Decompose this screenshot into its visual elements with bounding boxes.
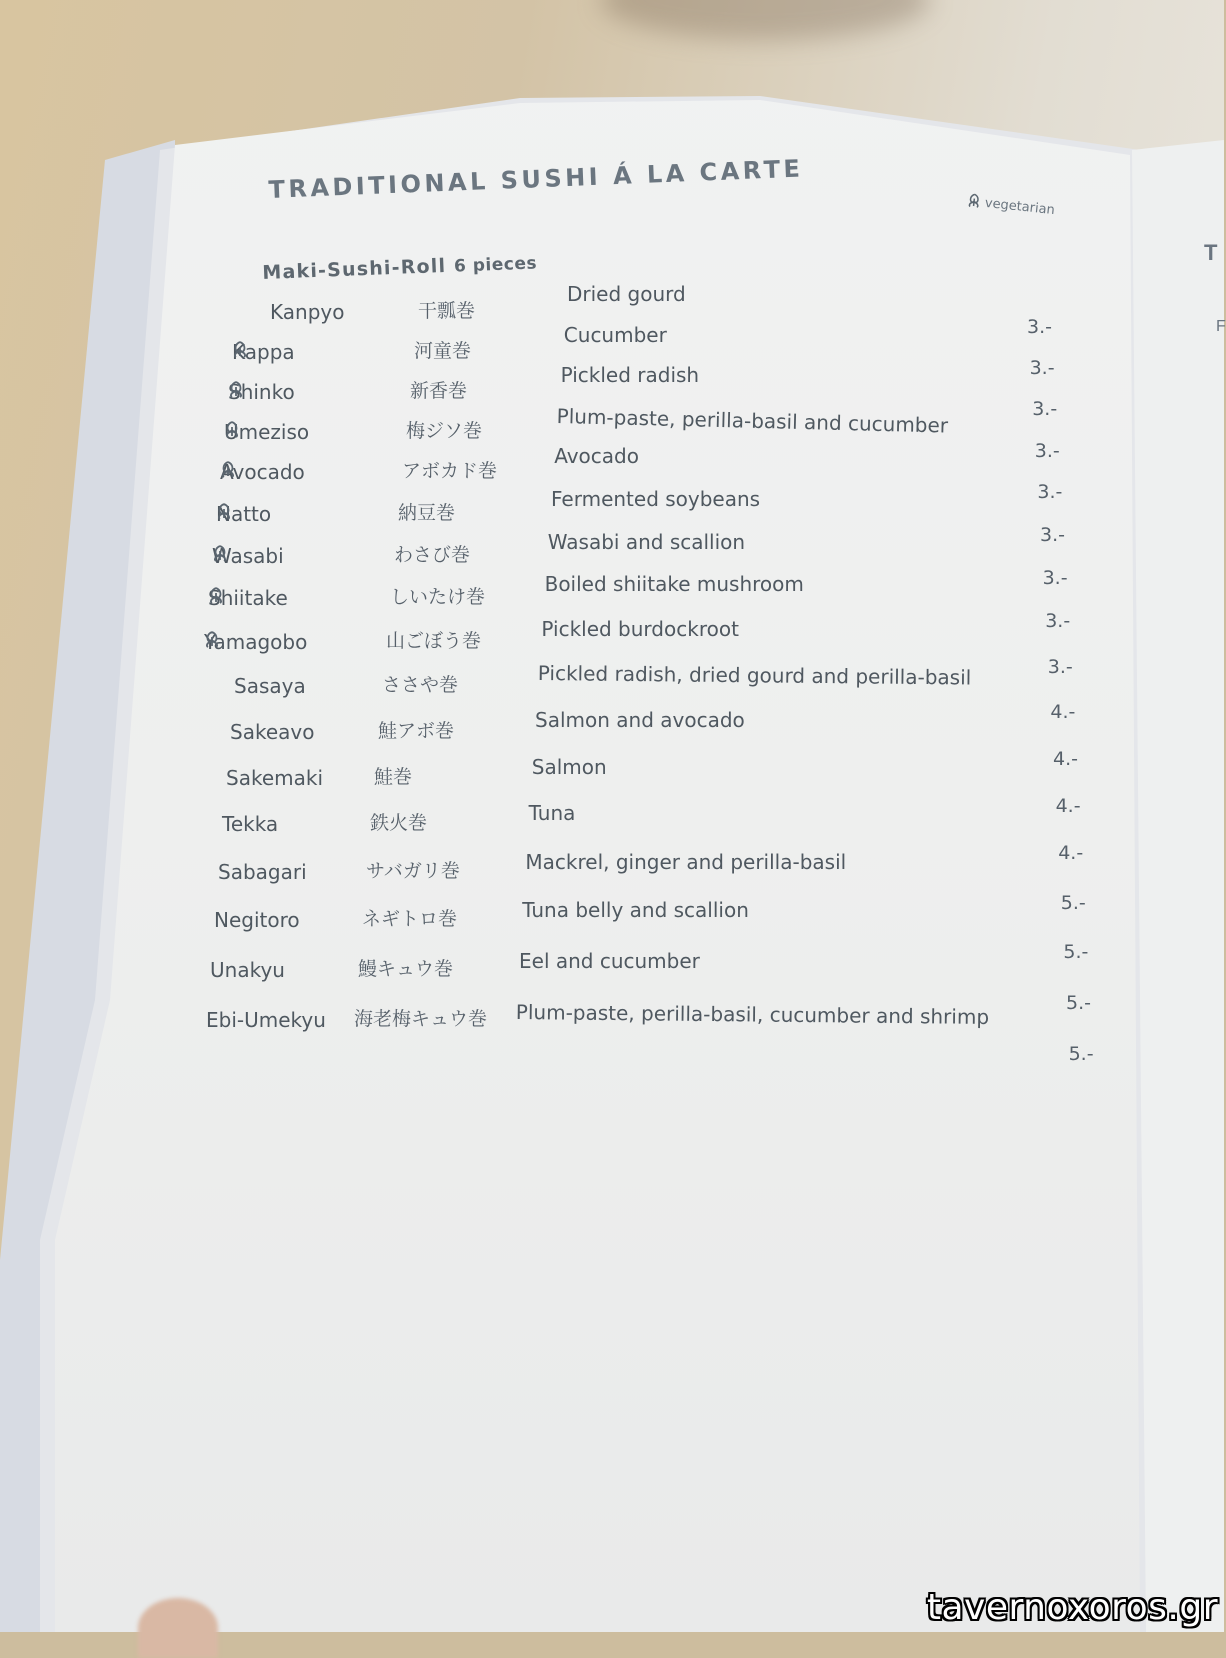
item-japanese-name: 河童巻	[414, 340, 472, 362]
item-japanese-name: わさび巻	[394, 544, 471, 566]
item-price: 3.-	[1037, 480, 1063, 503]
item-description: Dried gourd	[567, 282, 686, 306]
item-japanese-name: ささや巻	[382, 674, 459, 696]
item-description: Cucumber	[563, 322, 667, 347]
item-name	[212, 544, 284, 568]
item-japanese-name: 海老梅キュウ巻	[354, 1008, 488, 1030]
item-description: Tuna	[528, 801, 576, 826]
item-japanese-name: 鉄火巻	[370, 812, 428, 834]
item-japanese-name: サバガリ巻	[366, 860, 460, 882]
item-name	[208, 586, 288, 610]
item-name-text: Yamagobo	[204, 630, 308, 654]
item-price: 5.-	[1063, 940, 1089, 963]
item-description: Avocado	[554, 444, 639, 469]
item-japanese-name: 鮭アボ巻	[378, 720, 455, 742]
item-name	[206, 1008, 326, 1032]
item-japanese-name: ネギトロ巻	[362, 908, 458, 930]
item-name-text: Kappa	[232, 340, 295, 364]
item-description: Salmon and avocado	[535, 708, 745, 732]
item-price: 3.-	[1040, 524, 1065, 546]
item-name-text: Sasaya	[234, 674, 306, 698]
item-name-text: Kanpyo	[270, 300, 345, 324]
item-name	[234, 674, 306, 698]
item-name-text: Tekka	[222, 812, 279, 836]
item-japanese-name: アボカド巻	[402, 460, 498, 482]
leaf-icon	[220, 460, 236, 478]
item-name-text: Sakemaki	[226, 766, 324, 790]
item-description: Pickled radish	[560, 363, 700, 388]
item-name-text: Wasabi	[212, 544, 284, 568]
item-description: Pickled radish, dried gourd and perilla-basil	[537, 661, 972, 690]
leaf-icon	[224, 420, 240, 438]
item-japanese-name: 鮭巻	[374, 766, 413, 788]
leaf-icon	[966, 192, 981, 208]
section-name: Maki-Sushi-Roll	[262, 254, 447, 284]
item-description: Salmon	[531, 754, 607, 779]
item-name-text: Unakyu	[210, 958, 285, 982]
item-japanese-name: しいたけ巻	[390, 586, 486, 608]
item-description: Tuna belly and scallion	[522, 898, 749, 923]
right-page-peek-letter: F	[1216, 318, 1226, 335]
item-price: 3.-	[1029, 357, 1055, 380]
item-name	[222, 812, 278, 836]
item-price: 4.-	[1050, 700, 1076, 723]
item-name-text: Avocado	[220, 460, 305, 484]
item-name	[224, 420, 309, 444]
item-description: Plum-paste, perilla-basil, cucumber and shrimp	[515, 999, 990, 1029]
leaf-icon	[232, 340, 248, 358]
item-name	[210, 958, 285, 982]
item-price: 3.-	[1045, 610, 1071, 633]
item-price: 5.-	[1060, 891, 1086, 914]
item-name	[226, 766, 323, 790]
leaf-icon	[228, 380, 244, 398]
item-japanese-name: 干瓢巻	[418, 300, 476, 322]
item-japanese-name: 納豆巻	[398, 502, 456, 524]
item-description: Wasabi and scallion	[547, 529, 746, 554]
item-name	[270, 300, 344, 324]
item-name	[214, 908, 300, 932]
item-name-text: Natto	[216, 502, 272, 526]
vegetarian-label: vegetarian	[984, 195, 1056, 219]
item-name-text: Shiitake	[208, 586, 288, 610]
item-name-text: Sakeavo	[230, 720, 315, 744]
item-name	[220, 460, 305, 484]
section-title	[262, 251, 537, 284]
leaf-icon	[208, 586, 224, 604]
item-japanese-name: 梅ジソ巻	[406, 420, 483, 442]
item-japanese-name: 鰻キュウ巻	[358, 958, 454, 980]
item-name-text: Negitoro	[214, 908, 300, 932]
item-name	[228, 380, 295, 404]
item-name-text: Umeziso	[224, 420, 310, 444]
watermark: tavernoxoros.gr	[926, 1587, 1218, 1628]
item-description: Plum-paste, perilla-basil and cucumber	[556, 403, 949, 438]
item-price: 3.-	[1032, 398, 1058, 421]
menu-title: TRADITIONAL SUSHI Á LA CARTE	[268, 154, 804, 204]
item-price: 5.-	[1068, 1043, 1094, 1066]
item-price: 3.-	[1047, 655, 1073, 678]
leaf-icon	[204, 630, 220, 648]
item-description: Eel and cucumber	[519, 949, 700, 973]
item-name-text: Sabagari	[218, 860, 307, 884]
item-name	[230, 720, 314, 744]
item-name-text: Shinko	[228, 380, 295, 404]
section-pieces: 6 pieces	[453, 253, 538, 277]
item-name-text: Ebi-Umekyu	[206, 1008, 326, 1032]
item-price: 3.-	[1042, 567, 1068, 590]
item-price: 3.-	[1034, 439, 1060, 462]
finger	[138, 1598, 218, 1658]
item-price: 3.-	[1027, 316, 1052, 338]
item-name	[232, 340, 295, 364]
item-price: 4.-	[1055, 795, 1081, 818]
item-description: Fermented soybeans	[551, 487, 761, 511]
item-name	[218, 860, 307, 884]
leaf-icon	[212, 544, 228, 562]
leaf-icon	[216, 502, 232, 520]
item-description: Pickled burdockroot	[541, 616, 739, 641]
vegetarian-legend	[966, 192, 1055, 218]
item-japanese-name: 山ごぼう巻	[386, 630, 482, 652]
item-description: Boiled shiitake mushroom	[544, 572, 804, 597]
item-price: 4.-	[1058, 842, 1084, 865]
item-japanese-name: 新香巻	[410, 380, 468, 402]
item-name	[204, 630, 307, 654]
right-page-peek-letter: T	[1204, 240, 1218, 265]
item-description: Mackrel, ginger and perilla-basil	[525, 849, 847, 874]
item-name	[216, 502, 271, 526]
item-price: 4.-	[1053, 748, 1078, 770]
item-price: 5.-	[1066, 992, 1091, 1014]
